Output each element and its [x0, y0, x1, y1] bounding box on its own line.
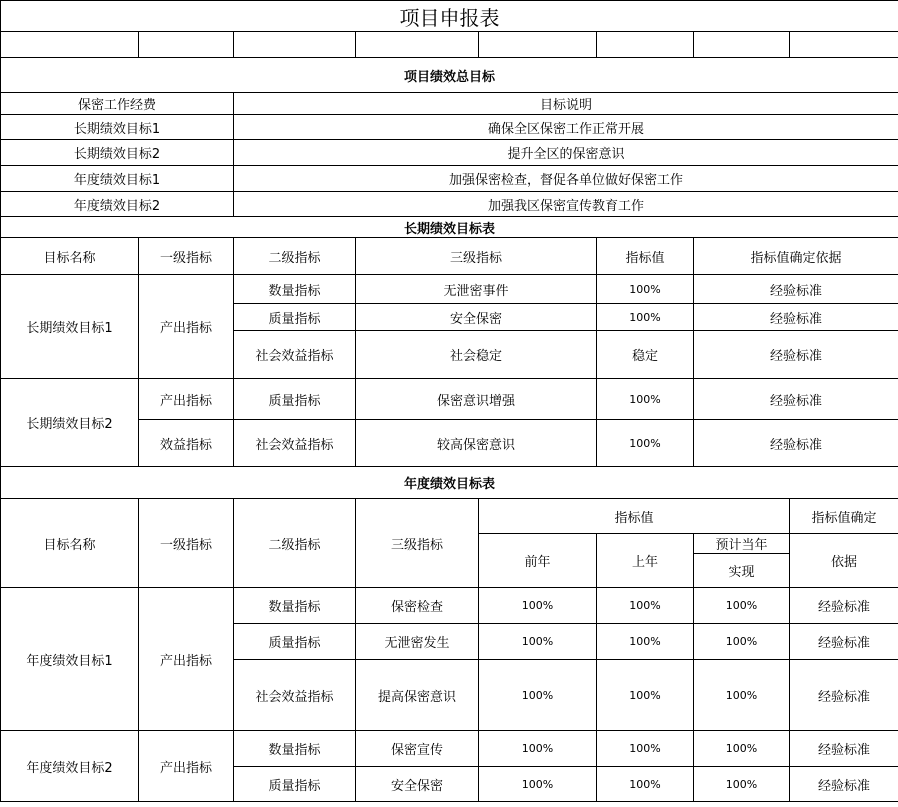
prev-year-value[interactable]: 100% [479, 588, 597, 624]
col-level3: 三级指标 [356, 499, 479, 588]
col-basis: 指标值确定依据 [694, 238, 898, 275]
col-prev-year: 前年 [479, 534, 597, 588]
overall-col-funding: 保密工作经费 [1, 93, 234, 115]
level3-indicator[interactable]: 无泄密发生 [356, 624, 479, 660]
col-last-year: 上年 [597, 534, 694, 588]
level2-indicator: 社会效益指标 [234, 331, 356, 379]
blank-cell[interactable] [234, 32, 356, 58]
page-title: 项目申报表 [1, 1, 898, 32]
level3-indicator[interactable]: 保密检查 [356, 588, 479, 624]
overall-col-description: 目标说明 [234, 93, 898, 115]
level2-indicator: 社会效益指标 [234, 420, 356, 467]
blank-cell[interactable] [139, 32, 234, 58]
indicator-basis[interactable]: 经验标准 [694, 420, 898, 467]
level2-indicator: 质量指标 [234, 379, 356, 420]
level3-indicator[interactable]: 保密宣传 [356, 731, 479, 767]
overall-goal-desc[interactable]: 加强保密检查，督促各单位做好保密工作 [234, 166, 898, 192]
level3-indicator[interactable]: 提高保密意识 [356, 660, 479, 731]
level2-indicator: 数量指标 [234, 588, 356, 624]
indicator-value[interactable]: 100% [597, 304, 694, 331]
indicator-basis[interactable]: 经验标准 [790, 588, 898, 624]
goal-name: 长期绩效目标2 [1, 379, 139, 467]
longterm-heading: 长期绩效目标表 [1, 217, 898, 238]
indicator-value[interactable]: 100% [597, 379, 694, 420]
forecast-value[interactable]: 100% [694, 767, 790, 802]
last-year-value[interactable]: 100% [597, 624, 694, 660]
overall-goal-name: 长期绩效目标2 [1, 140, 234, 166]
level3-indicator[interactable]: 保密意识增强 [356, 379, 597, 420]
level3-indicator[interactable]: 社会稳定 [356, 331, 597, 379]
blank-cell[interactable] [790, 32, 898, 58]
level2-indicator: 质量指标 [234, 767, 356, 802]
level3-indicator[interactable]: 安全保密 [356, 304, 597, 331]
overall-goal-desc[interactable]: 加强我区保密宣传教育工作 [234, 192, 898, 217]
level3-indicator[interactable]: 无泄密事件 [356, 275, 597, 304]
indicator-basis[interactable]: 经验标准 [694, 275, 898, 304]
indicator-basis[interactable]: 经验标准 [694, 331, 898, 379]
prev-year-value[interactable]: 100% [479, 731, 597, 767]
overall-goal-heading: 项目绩效总目标 [1, 58, 898, 93]
prev-year-value[interactable]: 100% [479, 660, 597, 731]
level1-indicator: 产出指标 [139, 379, 234, 420]
goal-name: 年度绩效目标2 [1, 731, 139, 802]
blank-cell[interactable] [479, 32, 597, 58]
indicator-value[interactable]: 100% [597, 275, 694, 304]
col-basis-top: 指标值确定 [790, 499, 898, 534]
level3-indicator[interactable]: 较高保密意识 [356, 420, 597, 467]
col-goal-name: 目标名称 [1, 499, 139, 588]
col-level2: 二级指标 [234, 499, 356, 588]
blank-cell[interactable] [356, 32, 479, 58]
last-year-value[interactable]: 100% [597, 731, 694, 767]
col-forecast-bottom: 实现 [694, 554, 790, 588]
longterm-header-row [1, 238, 898, 275]
last-year-value[interactable]: 100% [597, 588, 694, 624]
forecast-value[interactable]: 100% [694, 731, 790, 767]
overall-goal-name: 年度绩效目标1 [1, 166, 234, 192]
overall-row [1, 166, 898, 192]
table-row [1, 588, 898, 624]
indicator-basis[interactable]: 经验标准 [694, 304, 898, 331]
goal-name: 年度绩效目标1 [1, 588, 139, 731]
overall-row [1, 192, 898, 217]
col-value: 指标值 [479, 499, 790, 534]
annual-header-row [1, 499, 898, 534]
overall-goal-name: 年度绩效目标2 [1, 192, 234, 217]
level1-indicator: 产出指标 [139, 731, 234, 802]
level2-indicator: 质量指标 [234, 304, 356, 331]
indicator-basis[interactable]: 经验标准 [790, 731, 898, 767]
level3-indicator[interactable]: 安全保密 [356, 767, 479, 802]
col-goal-name: 目标名称 [1, 238, 139, 275]
overall-goal-name: 长期绩效目标1 [1, 115, 234, 140]
level1-indicator: 产出指标 [139, 588, 234, 731]
table-row [1, 379, 898, 420]
level1-indicator: 产出指标 [139, 275, 234, 379]
table-row [1, 731, 898, 767]
blank-cell[interactable] [1, 32, 139, 58]
forecast-value[interactable]: 100% [694, 588, 790, 624]
prev-year-value[interactable]: 100% [479, 624, 597, 660]
level2-indicator: 数量指标 [234, 731, 356, 767]
col-level3: 三级指标 [356, 238, 597, 275]
indicator-basis[interactable]: 经验标准 [790, 660, 898, 731]
level2-indicator: 质量指标 [234, 624, 356, 660]
overall-row [1, 140, 898, 166]
col-value: 指标值 [597, 238, 694, 275]
level1-indicator: 效益指标 [139, 420, 234, 467]
overall-row [1, 115, 898, 140]
last-year-value[interactable]: 100% [597, 660, 694, 731]
blank-cell[interactable] [597, 32, 694, 58]
indicator-basis[interactable]: 经验标准 [790, 767, 898, 802]
overall-goal-desc[interactable]: 提升全区的保密意识 [234, 140, 898, 166]
forecast-value[interactable]: 100% [694, 624, 790, 660]
col-forecast-top: 预计当年 [694, 534, 790, 554]
forecast-value[interactable]: 100% [694, 660, 790, 731]
overall-goal-desc[interactable]: 确保全区保密工作正常开展 [234, 115, 898, 140]
blank-cell[interactable] [694, 32, 790, 58]
indicator-value[interactable]: 稳定 [597, 331, 694, 379]
annual-heading: 年度绩效目标表 [1, 467, 898, 499]
last-year-value[interactable]: 100% [597, 767, 694, 802]
level2-indicator: 数量指标 [234, 275, 356, 304]
indicator-basis[interactable]: 经验标准 [790, 624, 898, 660]
level2-indicator: 社会效益指标 [234, 660, 356, 731]
indicator-value[interactable]: 100% [597, 420, 694, 467]
blank-row [1, 32, 898, 58]
col-level2: 二级指标 [234, 238, 356, 275]
table-row [1, 275, 898, 304]
goal-name: 长期绩效目标1 [1, 275, 139, 379]
prev-year-value[interactable]: 100% [479, 767, 597, 802]
col-level1: 一级指标 [139, 499, 234, 588]
col-level1: 一级指标 [139, 238, 234, 275]
indicator-basis[interactable]: 经验标准 [694, 379, 898, 420]
col-basis-bottom: 依据 [790, 534, 898, 588]
